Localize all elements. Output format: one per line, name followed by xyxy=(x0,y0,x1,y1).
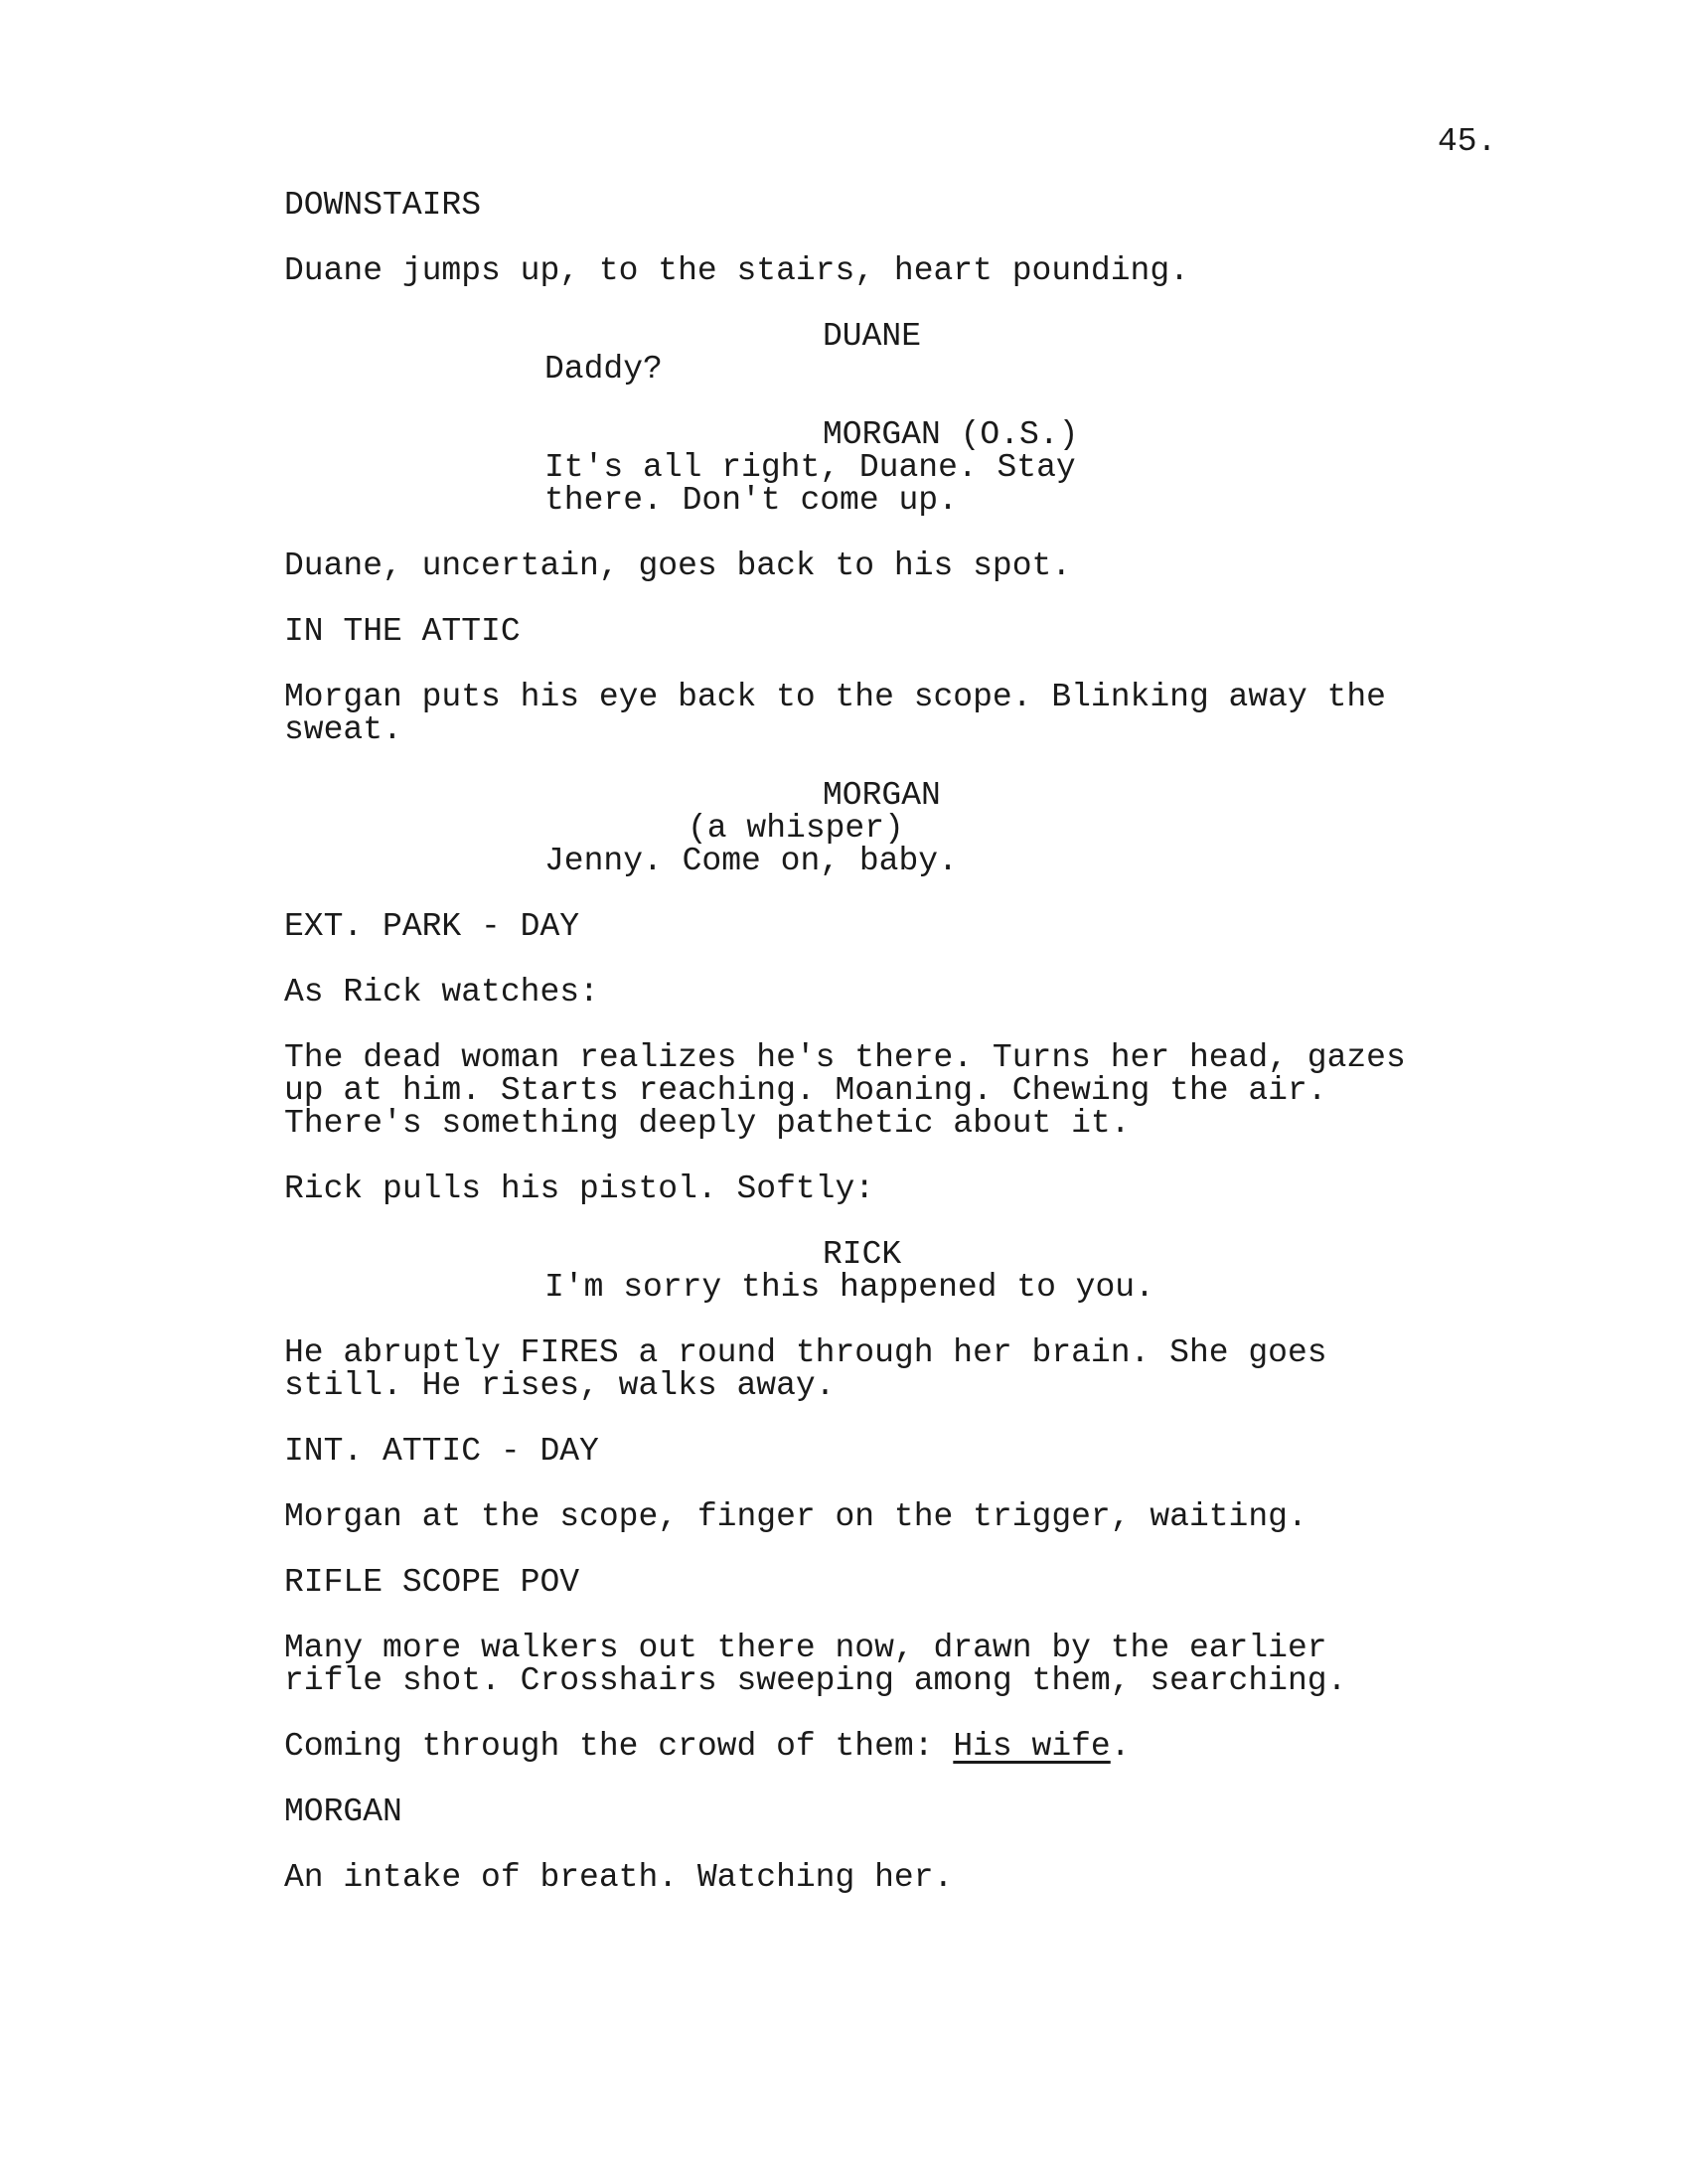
dialogue-line: Jenny. Come on, baby. xyxy=(544,843,958,879)
action-line: Duane jumps up, to the stairs, heart pounding. xyxy=(284,252,1189,289)
scene-heading-rifle-scope-pov: RIFLE SCOPE POV xyxy=(284,1564,580,1601)
page-number: 45. xyxy=(1438,123,1497,160)
scene-heading-downstairs: DOWNSTAIRS xyxy=(284,187,482,224)
action-line: Duane, uncertain, goes back to his spot. xyxy=(284,547,1072,584)
action-line: rifle shot. Crosshairs sweeping among them, searching. xyxy=(284,1662,1347,1699)
character-name-morgan: MORGAN xyxy=(823,777,941,814)
scene-heading-morgan: MORGAN xyxy=(284,1794,402,1830)
parenthetical: (a whisper) xyxy=(688,810,904,847)
character-name-duane: DUANE xyxy=(823,318,922,355)
dialogue-line: Daddy? xyxy=(544,351,663,388)
character-name-morgan-os: MORGAN (O.S.) xyxy=(823,416,1079,453)
scene-heading-in-the-attic: IN THE ATTIC xyxy=(284,613,521,650)
action-line: Morgan at the scope, finger on the trigger, waiting. xyxy=(284,1498,1307,1535)
action-line: There's something deeply pathetic about it. xyxy=(284,1105,1131,1142)
action-line: Many more walkers out there now, drawn by the earlier xyxy=(284,1630,1327,1666)
character-name-rick: RICK xyxy=(823,1236,902,1273)
scene-heading-ext-park: EXT. PARK - DAY xyxy=(284,908,580,945)
action-line: As Rick watches: xyxy=(284,974,599,1011)
action-line: up at him. Starts reaching. Moaning. Chewing the air. xyxy=(284,1072,1327,1109)
action-line: sweat. xyxy=(284,711,402,748)
action-text-end: . xyxy=(1110,1728,1131,1765)
action-line-his-wife xyxy=(284,1730,1131,1763)
action-line: Rick pulls his pistol. Softly: xyxy=(284,1170,875,1207)
action-line: The dead woman realizes he's there. Turns her head, gazes xyxy=(284,1039,1406,1076)
action-text: Coming through the crowd of them: xyxy=(284,1728,954,1765)
action-line: He abruptly FIRES a round through her brain. She goes xyxy=(284,1334,1327,1371)
dialogue-line: I'm sorry this happened to you. xyxy=(544,1269,1154,1306)
action-line: Morgan puts his eye back to the scope. Blinking away the xyxy=(284,679,1386,715)
dialogue-line: there. Don't come up. xyxy=(544,482,958,519)
underlined-text: His wife xyxy=(953,1728,1111,1765)
dialogue-line: It's all right, Duane. Stay xyxy=(544,449,1076,486)
scene-heading-int-attic: INT. ATTIC - DAY xyxy=(284,1433,599,1470)
action-line: An intake of breath. Watching her. xyxy=(284,1859,954,1896)
action-line: still. He rises, walks away. xyxy=(284,1367,836,1404)
